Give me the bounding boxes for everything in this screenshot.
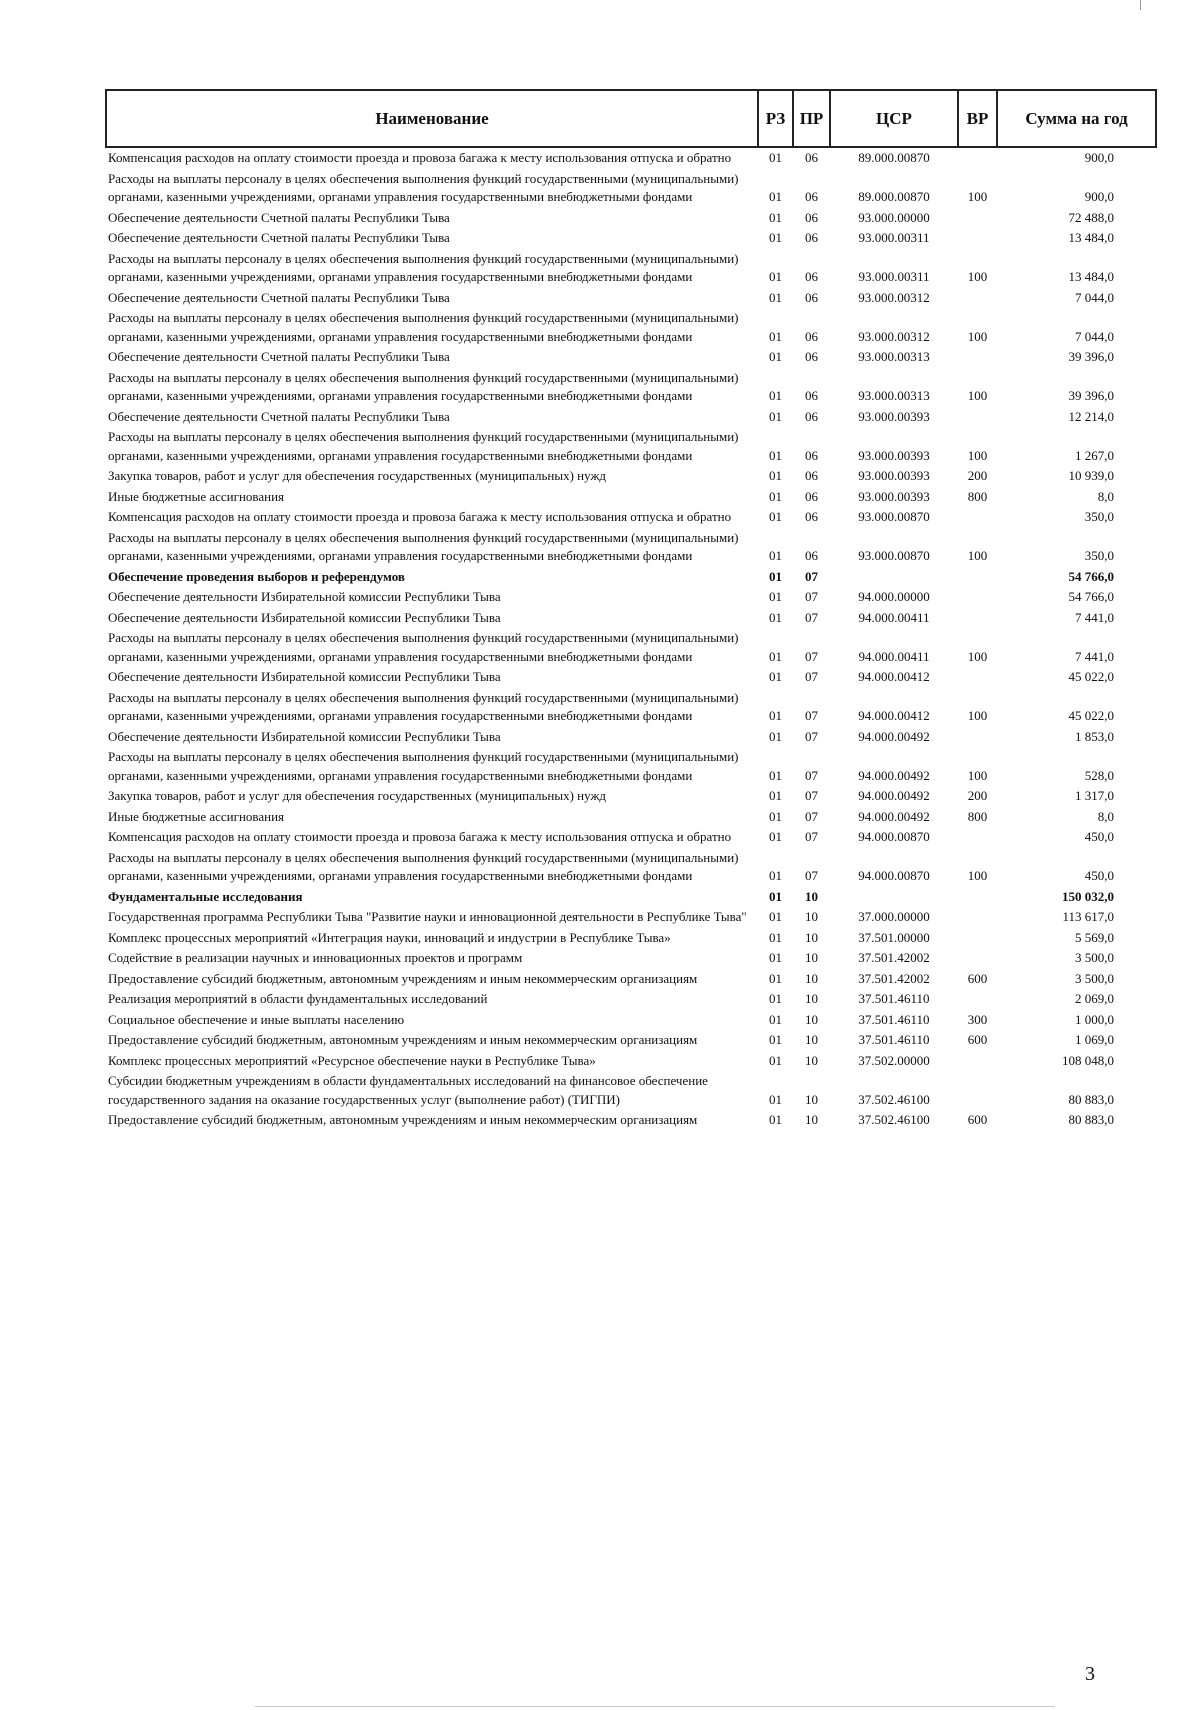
table-header — [106, 90, 1156, 147]
row-pr-cell: 06 — [805, 408, 818, 424]
row-name-cell: Обеспечение деятельности Счетной палаты Республики Тыва — [108, 408, 450, 424]
row-sum-cell: 13 484,0 — [1068, 269, 1114, 284]
row-vr-cell — [958, 1051, 997, 1072]
row-name-cell: Обеспечение деятельности Счетной палаты Республики Тыва — [108, 230, 450, 245]
row-vr-cell: 300 — [967, 1011, 988, 1027]
table-row — [106, 228, 1156, 249]
row-rz-cell: 01 — [769, 888, 782, 904]
row-vr-cell — [958, 608, 997, 629]
row-vr-cell: 100 — [967, 708, 988, 723]
row-vr-cell — [958, 989, 997, 1010]
row-pr-cell: 10 — [805, 1032, 818, 1047]
row-vr-cell — [958, 407, 997, 428]
table-row — [106, 989, 1156, 1010]
page-number: 3 — [1085, 1663, 1095, 1685]
row-pr-cell: 06 — [805, 189, 818, 204]
row-name-cell: Социальное обеспечение и иные выплаты населению — [108, 1011, 405, 1027]
row-vr-cell: 100 — [967, 388, 988, 403]
row-csr-cell: 94.000.00412 — [858, 669, 930, 684]
row-pr-cell: 07 — [805, 728, 818, 744]
row-name-cell: Закупка товаров, работ и услуг для обеспечения государственных (муниципальных) нужд — [108, 788, 607, 803]
row-csr-cell: 37.502.46100 — [858, 1112, 930, 1127]
row-name-cell: Компенсация расходов на оплату стоимости проезда и провоза багажа к месту использования отпуска и обратно — [108, 150, 732, 165]
row-rz-cell: 01 — [769, 568, 782, 584]
row-sum-cell: 1 000,0 — [1075, 1011, 1114, 1027]
row-sum-cell: 113 617,0 — [1062, 909, 1114, 924]
row-rz-cell: 01 — [769, 230, 782, 245]
row-sum-cell: 528,0 — [1084, 767, 1114, 783]
row-csr-cell: 93.000.00313 — [858, 388, 930, 403]
row-pr-cell: 10 — [805, 1052, 818, 1068]
row-pr-cell: 10 — [805, 991, 818, 1006]
row-csr-cell: 94.000.00411 — [858, 609, 930, 625]
row-rz-cell: 01 — [769, 328, 782, 344]
row-rz-cell: 01 — [769, 408, 782, 424]
row-name-cell: Расходы на выплаты персоналу в целях обеспечения выполнения функций государственными (муниципальными) органами, казенными учреждениями, органами управления государственными внебюджетными фондами — [108, 310, 739, 344]
row-vr-cell: 100 — [967, 328, 988, 344]
row-pr-cell: 10 — [805, 970, 818, 986]
row-name-cell: Обеспечение деятельности Избирательной комиссии Республики Тыва — [108, 609, 501, 625]
row-rz-cell: 01 — [769, 488, 782, 504]
row-name-cell: Комплекс процессных мероприятий «Ресурсное обеспечение науки в Республике Тыва» — [108, 1052, 596, 1068]
row-csr-cell: 37.502.46100 — [858, 1091, 930, 1107]
table-row — [106, 928, 1156, 949]
row-vr-cell: 600 — [967, 970, 988, 986]
row-vr-cell: 100 — [967, 767, 988, 783]
table-row — [106, 608, 1156, 629]
row-sum-cell: 7 441,0 — [1075, 648, 1114, 664]
row-name-cell: Иные бюджетные ассигнования — [108, 488, 285, 504]
row-pr-cell: 07 — [805, 829, 818, 844]
table-row — [106, 507, 1156, 528]
row-vr-cell — [958, 948, 997, 969]
row-vr-cell — [958, 907, 997, 928]
row-name-cell: Субсидии бюджетным учреждениям в области фундаментальных исследований на финансовое обеспечение государственного задания на оказание государственных услуг (выполнение работ) (ТИГПИ) — [108, 1073, 708, 1107]
row-name-cell: Предоставление субсидий бюджетным, автономным учреждениям и иным некоммерческим организациям — [108, 1032, 698, 1047]
row-rz-cell: 01 — [769, 708, 782, 723]
row-csr-cell — [830, 887, 958, 908]
row-csr-cell: 93.000.00311 — [858, 269, 930, 284]
row-name-cell: Расходы на выплаты персоналу в целях обеспечения выполнения функций государственными (муниципальными) органами, казенными учреждениями, органами управления государственными внебюджетными фондами — [108, 170, 739, 204]
row-csr-cell — [830, 567, 958, 588]
row-sum-cell: 12 214,0 — [1068, 408, 1114, 424]
row-sum-cell: 2 069,0 — [1075, 991, 1114, 1006]
row-sum-cell: 1 853,0 — [1075, 728, 1114, 744]
row-vr-cell — [958, 228, 997, 249]
row-vr-cell: 100 — [967, 868, 988, 883]
row-name-cell: Обеспечение деятельности Избирательной комиссии Республики Тыва — [108, 669, 501, 684]
row-sum-cell: 108 048,0 — [1062, 1052, 1114, 1068]
row-name-cell: Обеспечение проведения выборов и референдумов — [108, 568, 405, 584]
row-rz-cell: 01 — [769, 269, 782, 284]
row-sum-cell: 450,0 — [1084, 829, 1114, 844]
table-row — [106, 1110, 1156, 1131]
row-csr-cell: 93.000.00312 — [858, 328, 930, 344]
row-name-cell: Расходы на выплаты персоналу в целях обеспечения выполнения функций государственными (муниципальными) органами, казенными учреждениями, органами управления государственными внебюджетными фондами — [108, 250, 739, 284]
table-row — [106, 848, 1156, 887]
row-rz-cell: 01 — [769, 970, 782, 986]
row-rz-cell: 01 — [769, 1011, 782, 1027]
row-name-cell: Государственная программа Республики Тыва "Развитие науки и инновационной деятельности в Республике Тыва" — [108, 909, 747, 924]
header-sum: Сумма на год — [997, 90, 1156, 147]
table-row — [106, 786, 1156, 807]
row-rz-cell: 01 — [769, 150, 782, 165]
table-row — [106, 208, 1156, 229]
row-pr-cell: 10 — [805, 888, 818, 904]
row-pr-cell: 06 — [805, 447, 818, 463]
row-name-cell: Обеспечение деятельности Счетной палаты Республики Тыва — [108, 289, 450, 305]
row-rz-cell: 01 — [769, 1032, 782, 1047]
row-pr-cell: 07 — [805, 589, 818, 604]
row-csr-cell: 37.501.46110 — [858, 1032, 930, 1047]
row-name-cell: Иные бюджетные ассигнования — [108, 808, 285, 824]
row-csr-cell: 93.000.00000 — [858, 209, 930, 225]
row-sum-cell: 13 484,0 — [1068, 230, 1114, 245]
row-csr-cell: 93.000.00393 — [858, 488, 930, 504]
row-rz-cell: 01 — [769, 1091, 782, 1107]
table-row — [106, 667, 1156, 688]
row-name-cell: Расходы на выплаты персоналу в целях обеспечения выполнения функций государственными (муниципальными) органами, казенными учреждениями, органами управления государственными внебюджетными фондами — [108, 689, 739, 723]
table-row — [106, 628, 1156, 667]
row-name-cell: Реализация мероприятий в области фундаментальных исследований — [108, 991, 488, 1006]
table-row — [106, 347, 1156, 368]
row-sum-cell: 80 883,0 — [1068, 1091, 1114, 1107]
row-rz-cell: 01 — [769, 209, 782, 225]
row-vr-cell: 600 — [967, 1112, 988, 1127]
row-sum-cell: 45 022,0 — [1068, 669, 1114, 684]
row-csr-cell: 93.000.00312 — [858, 289, 930, 305]
row-csr-cell: 94.000.00492 — [858, 767, 930, 783]
row-rz-cell: 01 — [769, 868, 782, 883]
row-rz-cell: 01 — [769, 648, 782, 664]
row-csr-cell: 94.000.00870 — [858, 829, 930, 844]
row-vr-cell — [958, 1071, 997, 1110]
row-name-cell: Расходы на выплаты персоналу в целях обеспечения выполнения функций государственными (муниципальными) органами, казенными учреждениями, органами управления государственными внебюджетными фондами — [108, 369, 739, 403]
row-sum-cell: 54 766,0 — [1068, 568, 1114, 584]
header-rz: РЗ — [758, 90, 793, 147]
row-rz-cell: 01 — [769, 829, 782, 844]
row-vr-cell — [958, 507, 997, 528]
row-pr-cell: 10 — [805, 909, 818, 924]
row-pr-cell: 07 — [805, 767, 818, 783]
row-name-cell: Расходы на выплаты персоналу в целях обеспечения выполнения функций государственными (муниципальными) органами, казенными учреждениями, органами управления государственными внебюджетными фондами — [108, 749, 739, 783]
row-sum-cell: 900,0 — [1084, 150, 1114, 165]
row-rz-cell: 01 — [769, 808, 782, 824]
row-vr-cell — [958, 587, 997, 608]
row-vr-cell: 600 — [967, 1032, 988, 1047]
row-name-cell: Обеспечение деятельности Счетной палаты Республики Тыва — [108, 209, 450, 225]
row-sum-cell: 80 883,0 — [1068, 1112, 1114, 1127]
row-pr-cell: 10 — [805, 929, 818, 945]
row-pr-cell: 06 — [805, 468, 818, 483]
row-vr-cell — [958, 208, 997, 229]
row-vr-cell — [958, 347, 997, 368]
budget-table — [105, 89, 1157, 1131]
row-sum-cell: 45 022,0 — [1068, 708, 1114, 723]
row-sum-cell: 39 396,0 — [1068, 349, 1114, 364]
table-row — [106, 948, 1156, 969]
row-rz-cell: 01 — [769, 589, 782, 604]
row-rz-cell: 01 — [769, 289, 782, 305]
row-rz-cell: 01 — [769, 669, 782, 684]
table-row — [106, 466, 1156, 487]
row-csr-cell: 93.000.00870 — [858, 548, 930, 563]
table-row — [106, 308, 1156, 347]
table-row — [106, 587, 1156, 608]
table-row — [106, 147, 1156, 169]
table-row — [106, 528, 1156, 567]
row-csr-cell: 94.000.00492 — [858, 808, 930, 824]
row-sum-cell: 350,0 — [1084, 548, 1114, 563]
row-name-cell: Обеспечение деятельности Избирательной комиссии Республики Тыва — [108, 728, 501, 744]
row-vr-cell: 100 — [967, 548, 988, 563]
row-pr-cell: 06 — [805, 509, 818, 524]
row-vr-cell — [958, 827, 997, 848]
table-body — [106, 147, 1156, 1131]
row-vr-cell — [958, 147, 997, 169]
row-name-cell: Предоставление субсидий бюджетным, автономным учреждениям и иным некоммерческим организациям — [108, 970, 698, 986]
row-csr-cell: 94.000.00492 — [858, 788, 930, 803]
row-csr-cell: 37.501.42002 — [858, 970, 930, 986]
row-name-cell: Предоставление субсидий бюджетным, автономным учреждениям и иным некоммерческим организациям — [108, 1112, 698, 1127]
table-row — [106, 887, 1156, 908]
row-rz-cell: 01 — [769, 929, 782, 945]
row-sum-cell: 450,0 — [1084, 868, 1114, 883]
row-name-cell: Расходы на выплаты персоналу в целях обеспечения выполнения функций государственными (муниципальными) органами, казенными учреждениями, органами управления государственными внебюджетными фондами — [108, 529, 739, 563]
row-rz-cell: 01 — [769, 509, 782, 524]
row-pr-cell: 06 — [805, 488, 818, 504]
row-csr-cell: 93.000.00393 — [858, 468, 930, 483]
row-sum-cell: 7 044,0 — [1075, 289, 1114, 305]
row-csr-cell: 37.501.46110 — [858, 991, 930, 1006]
row-sum-cell: 350,0 — [1084, 509, 1114, 524]
row-name-cell: Обеспечение деятельности Избирательной комиссии Республики Тыва — [108, 589, 501, 604]
row-pr-cell: 06 — [805, 269, 818, 284]
row-vr-cell: 100 — [967, 648, 988, 664]
row-pr-cell: 06 — [805, 230, 818, 245]
row-rz-cell: 01 — [769, 991, 782, 1006]
row-sum-cell: 3 500,0 — [1075, 970, 1114, 986]
row-sum-cell: 39 396,0 — [1068, 388, 1114, 403]
row-pr-cell: 10 — [805, 1091, 818, 1107]
header-name: Наименование — [106, 90, 758, 147]
row-sum-cell: 5 569,0 — [1075, 929, 1114, 945]
row-pr-cell: 07 — [805, 808, 818, 824]
row-pr-cell: 10 — [805, 1112, 818, 1127]
table-row — [106, 827, 1156, 848]
table-row — [106, 727, 1156, 748]
row-sum-cell: 54 766,0 — [1068, 589, 1114, 604]
row-sum-cell: 7 044,0 — [1075, 328, 1114, 344]
row-csr-cell: 94.000.00411 — [858, 648, 930, 664]
header-pr: ПР — [793, 90, 830, 147]
row-csr-cell: 94.000.00870 — [858, 868, 930, 883]
row-csr-cell: 94.000.00492 — [858, 728, 930, 744]
row-vr-cell: 800 — [967, 808, 988, 824]
table-row — [106, 1071, 1156, 1110]
row-name-cell: Компенсация расходов на оплату стоимости проезда и провоза багажа к месту использования отпуска и обратно — [108, 509, 732, 524]
row-sum-cell: 1 267,0 — [1075, 447, 1114, 463]
table-row — [106, 747, 1156, 786]
table-row — [106, 427, 1156, 466]
row-rz-cell: 01 — [769, 950, 782, 965]
row-pr-cell: 06 — [805, 289, 818, 305]
row-name-cell: Расходы на выплаты персоналу в целях обеспечения выполнения функций государственными (муниципальными) органами, казенными учреждениями, органами управления государственными внебюджетными фондами — [108, 849, 739, 883]
row-rz-cell: 01 — [769, 609, 782, 625]
row-pr-cell: 07 — [805, 868, 818, 883]
table-row — [106, 169, 1156, 208]
row-pr-cell: 06 — [805, 388, 818, 403]
row-pr-cell: 06 — [805, 150, 818, 165]
row-name-cell: Компенсация расходов на оплату стоимости проезда и провоза багажа к месту использования отпуска и обратно — [108, 829, 732, 844]
row-csr-cell: 93.000.00870 — [858, 509, 930, 524]
row-name-cell: Расходы на выплаты персоналу в целях обеспечения выполнения функций государственными (муниципальными) органами, казенными учреждениями, органами управления государственными внебюджетными фондами — [108, 630, 739, 664]
row-pr-cell: 07 — [805, 788, 818, 803]
row-name-cell: Фундаментальные исследования — [108, 888, 303, 904]
scan-edge-line — [255, 1706, 1055, 1707]
row-vr-cell — [958, 288, 997, 309]
row-name-cell: Закупка товаров, работ и услуг для обеспечения государственных (муниципальных) нужд — [108, 468, 607, 483]
row-csr-cell: 93.000.00313 — [858, 349, 930, 364]
row-name-cell: Комплекс процессных мероприятий «Интеграция науки, инноваций и индустрии в Республике Тыва» — [108, 929, 671, 945]
row-rz-cell: 01 — [769, 728, 782, 744]
row-name-cell: Содействие в реализации научных и инновационных проектов и программ — [108, 950, 523, 965]
row-rz-cell: 01 — [769, 548, 782, 563]
row-rz-cell: 01 — [769, 909, 782, 924]
row-rz-cell: 01 — [769, 1112, 782, 1127]
row-vr-cell: 800 — [967, 488, 988, 504]
row-vr-cell: 100 — [967, 189, 988, 204]
row-csr-cell: 94.000.00412 — [858, 708, 930, 723]
row-rz-cell: 01 — [769, 349, 782, 364]
row-name-cell: Обеспечение деятельности Счетной палаты Республики Тыва — [108, 349, 450, 364]
row-pr-cell: 07 — [805, 609, 818, 625]
table-row — [106, 567, 1156, 588]
row-pr-cell: 07 — [805, 708, 818, 723]
row-sum-cell: 1 069,0 — [1075, 1032, 1114, 1047]
row-sum-cell: 3 500,0 — [1075, 950, 1114, 965]
row-csr-cell: 93.000.00311 — [858, 230, 930, 245]
row-sum-cell: 1 317,0 — [1075, 788, 1114, 803]
row-vr-cell — [958, 667, 997, 688]
row-sum-cell: 900,0 — [1084, 189, 1114, 204]
row-csr-cell: 37.501.00000 — [858, 929, 930, 945]
row-rz-cell: 01 — [769, 189, 782, 204]
row-vr-cell: 200 — [967, 788, 988, 803]
row-vr-cell: 100 — [967, 447, 988, 463]
row-sum-cell: 150 032,0 — [1062, 888, 1114, 904]
row-csr-cell: 89.000.00870 — [858, 189, 930, 204]
row-rz-cell: 01 — [769, 388, 782, 403]
row-vr-cell: 100 — [967, 269, 988, 284]
budget-table-container — [105, 89, 1155, 1131]
table-row — [106, 407, 1156, 428]
row-pr-cell: 07 — [805, 669, 818, 684]
table-row — [106, 969, 1156, 990]
row-rz-cell: 01 — [769, 1052, 782, 1068]
row-pr-cell: 07 — [805, 648, 818, 664]
row-vr-cell — [958, 727, 997, 748]
row-sum-cell: 7 441,0 — [1075, 609, 1114, 625]
row-pr-cell: 10 — [805, 950, 818, 965]
row-vr-cell: 200 — [967, 468, 988, 483]
row-sum-cell: 10 939,0 — [1068, 468, 1114, 483]
header-vr: ВР — [958, 90, 997, 147]
table-row — [106, 487, 1156, 508]
scan-edge-mark — [1140, 0, 1141, 10]
row-rz-cell: 01 — [769, 468, 782, 483]
table-row — [106, 688, 1156, 727]
row-csr-cell: 93.000.00393 — [858, 447, 930, 463]
row-csr-cell: 37.501.46110 — [858, 1011, 930, 1027]
table-row — [106, 807, 1156, 828]
table-row — [106, 1051, 1156, 1072]
row-vr-cell — [958, 928, 997, 949]
row-rz-cell: 01 — [769, 447, 782, 463]
row-rz-cell: 01 — [769, 767, 782, 783]
table-row — [106, 249, 1156, 288]
table-row — [106, 368, 1156, 407]
row-csr-cell: 37.000.00000 — [858, 909, 930, 924]
table-row — [106, 907, 1156, 928]
row-csr-cell: 94.000.00000 — [858, 589, 930, 604]
table-row — [106, 1010, 1156, 1031]
row-pr-cell: 10 — [805, 1011, 818, 1027]
row-pr-cell: 06 — [805, 548, 818, 563]
row-pr-cell: 07 — [805, 568, 818, 584]
row-csr-cell: 37.501.42002 — [858, 950, 930, 965]
row-name-cell: Расходы на выплаты персоналу в целях обеспечения выполнения функций государственными (муниципальными) органами, казенными учреждениями, органами управления государственными внебюджетными фондами — [108, 429, 739, 463]
row-vr-cell — [958, 567, 997, 588]
row-csr-cell: 93.000.00393 — [858, 408, 930, 424]
row-pr-cell: 06 — [805, 328, 818, 344]
header-csr: ЦСР — [830, 90, 958, 147]
row-sum-cell: 8,0 — [1097, 808, 1114, 824]
table-row — [106, 1030, 1156, 1051]
row-csr-cell: 89.000.00870 — [858, 150, 930, 165]
row-rz-cell: 01 — [769, 788, 782, 803]
table-row — [106, 288, 1156, 309]
row-csr-cell: 37.502.00000 — [858, 1052, 930, 1068]
row-pr-cell: 06 — [805, 209, 818, 225]
row-pr-cell: 06 — [805, 349, 818, 364]
row-vr-cell — [958, 887, 997, 908]
row-sum-cell: 8,0 — [1097, 488, 1114, 504]
row-sum-cell: 72 488,0 — [1068, 209, 1114, 225]
